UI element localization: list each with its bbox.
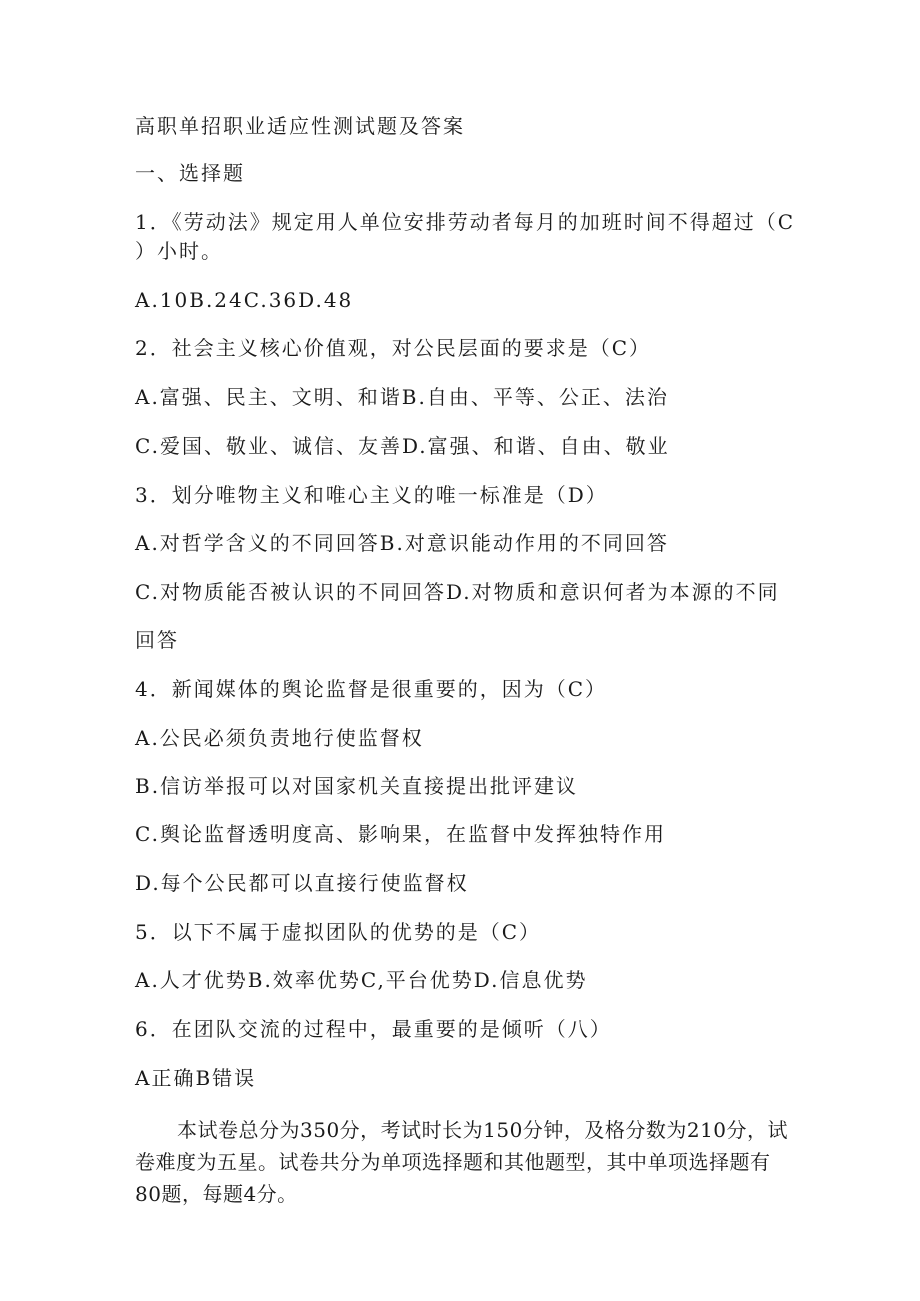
question-4-option-a: A.公民必须负责地行使监督权: [135, 726, 424, 750]
exam-summary-note: 本试卷总分为350分，考试时长为150分钟，及格分数为210分，试卷难度为五星。试卷共分为单项选择题和其他题型，其中单项选择题有80题，每题4分。: [135, 1118, 789, 1206]
question-2-options-ab: A.富强、民主、文明、和谐B.自由、平等、公正、法治: [135, 385, 669, 409]
question-4-option-d: D.每个公民都可以直接行使监督权: [135, 871, 469, 895]
question-1-options: A.10B.24C.36D.48: [135, 288, 354, 312]
question-2-options-cd: C.爱国、敬业、诚信、友善D.富强、和谐、自由、敬业: [135, 434, 670, 458]
question-4-stem: 4．新闻媒体的舆论监督是很重要的，因为（C）: [135, 677, 608, 701]
question-5-stem: 5．以下不属于虚拟团队的优势的是（C）: [135, 920, 542, 944]
question-3-stem: 3．划分唯物主义和唯心主义的唯一标准是（D）: [135, 483, 608, 507]
document-title: 高职单招职业适应性测试题及答案: [135, 114, 465, 138]
question-6-stem: 6．在团队交流的过程中，最重要的是倾听（八）: [135, 1017, 612, 1041]
question-3-options-cd-line-1: C.对物质能否被认识的不同回答D.对物质和意识何者为本源的不同: [135, 580, 780, 604]
question-1-line-1: 1．《劳动法》规定用人单位安排劳动者每月的加班时间不得超过（C: [135, 210, 796, 234]
question-1-line-2: ）小时。: [135, 239, 223, 263]
question-6-options: A正确B错误: [135, 1066, 257, 1090]
question-2-stem: 2．社会主义核心价值观，对公民层面的要求是（C）: [135, 336, 652, 360]
question-4-option-c: C.舆论监督透明度高、影响果，在监督中发挥独特作用: [135, 822, 666, 846]
section-heading: 一、选择题: [135, 161, 245, 185]
question-3-options-cd-line-2: 回答: [135, 628, 179, 652]
question-4-option-b: B.信访举报可以对国家机关直接提出批评建议: [135, 774, 579, 798]
question-5-options: A.人才优势B.效率优势C,平台优势D.信息优势: [135, 968, 588, 992]
question-3-options-ab: A.对哲学含义的不同回答B.对意识能动作用的不同回答: [135, 531, 669, 555]
